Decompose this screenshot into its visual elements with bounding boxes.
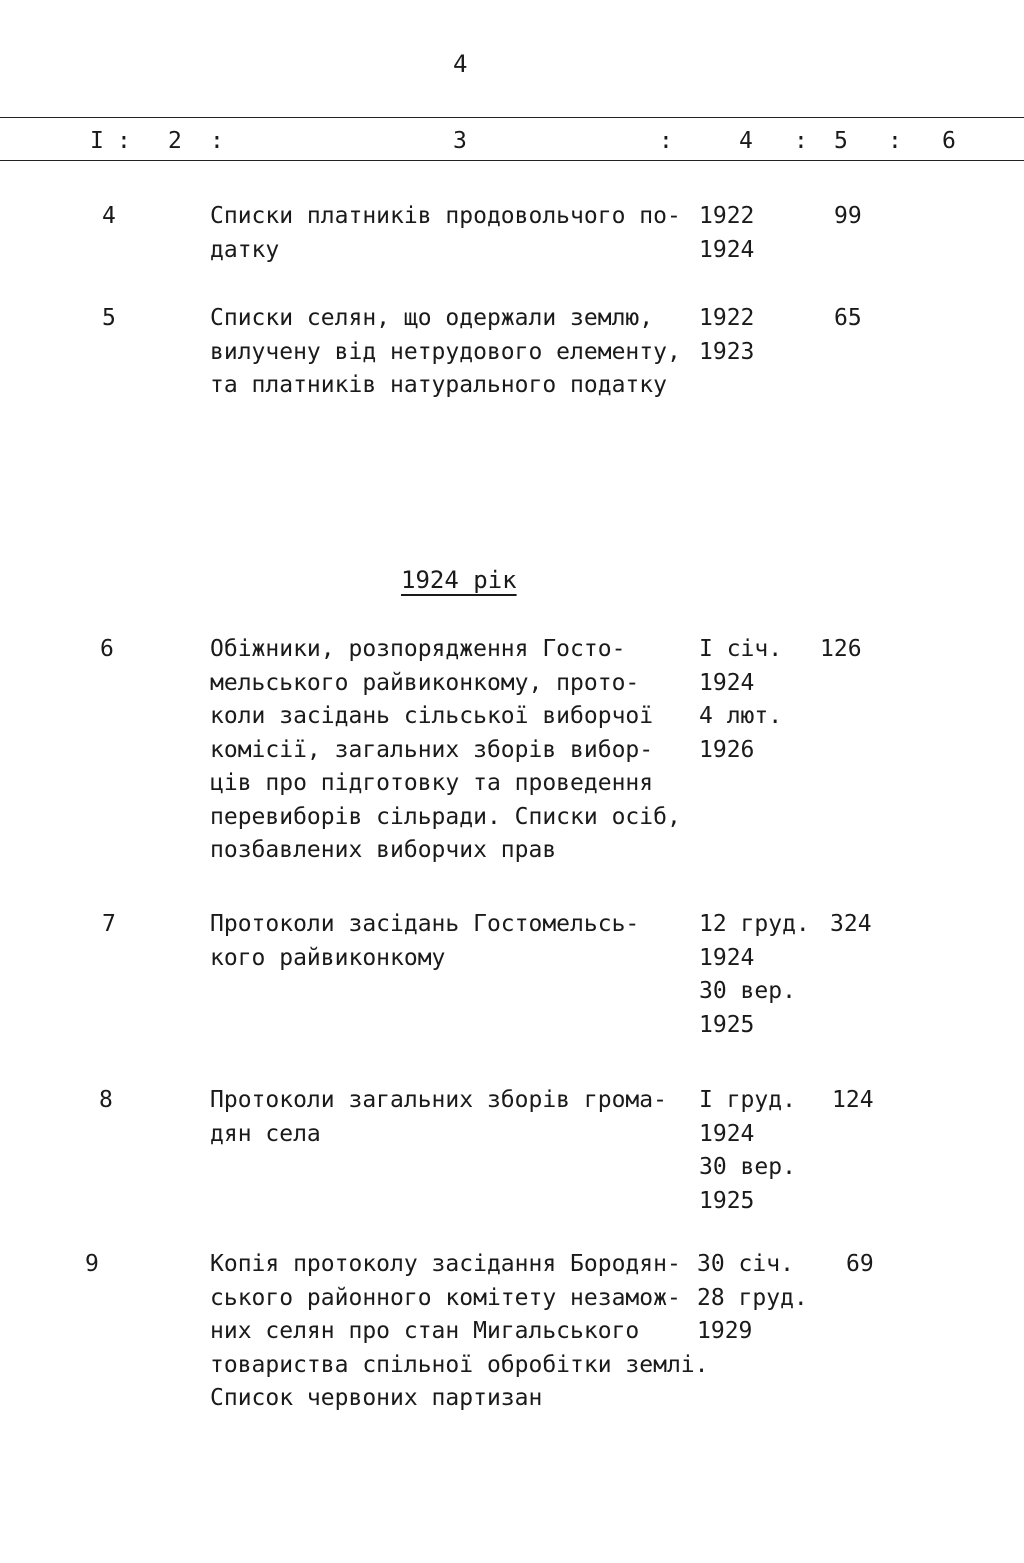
record-title-line: кого райвиконкому (210, 944, 446, 971)
record-date-line: 1924 (699, 669, 755, 696)
column-header-4: 4 (739, 128, 753, 154)
record-date-line: 1926 (699, 736, 755, 763)
record-dates (699, 908, 810, 1042)
record-date-line: 1924 (699, 944, 755, 971)
record-sheets: 324 (830, 911, 872, 937)
record-dates (697, 1248, 808, 1349)
record-title-line: Копія протоколу засідання Бородян- (210, 1251, 681, 1277)
record-title-line: Списки селян, що одержали землю, (210, 305, 654, 331)
record-title-line: Протоколи засідань Гостомельсь- (210, 911, 640, 937)
record-sheets: 65 (834, 305, 862, 331)
column-separator: : (659, 128, 673, 154)
record-number: 8 (99, 1087, 113, 1113)
record-title-line: ців про підготовку та проведення (210, 770, 654, 796)
record-title-line: дян села (210, 1120, 321, 1147)
record-date-line: 1924 (699, 236, 755, 263)
record-number: 6 (100, 636, 114, 662)
record-title (210, 633, 681, 868)
column-separator: : (210, 128, 224, 154)
record-date-line: 1925 (699, 1187, 755, 1214)
column-separator: : (888, 128, 902, 154)
record-title (210, 200, 681, 267)
column-header-1: I (90, 128, 104, 154)
record-title (210, 302, 681, 403)
record-title-line: датку (210, 236, 280, 263)
record-date-line: 4 лют. (699, 703, 783, 729)
record-date-line: 1924 (699, 1120, 755, 1147)
record-date-line: 28 груд. (697, 1284, 808, 1311)
record-number: 5 (102, 305, 116, 331)
record-number: 7 (102, 911, 116, 937)
column-separator: : (794, 128, 808, 154)
record-title-line: та платників натурального податку (210, 372, 667, 398)
record-number: 4 (102, 203, 116, 229)
record-sheets: 69 (846, 1251, 874, 1277)
record-date-line: 12 груд. (699, 911, 810, 937)
record-date-line: 30 вер. (699, 978, 796, 1004)
record-date-line: 30 січ. (697, 1251, 794, 1277)
record-sheets: 99 (834, 203, 862, 229)
record-title-line: перевиборів сільради. Списки осіб, (210, 803, 681, 830)
record-date-line: 1922 (699, 203, 755, 229)
record-dates (699, 200, 754, 267)
record-title-line: Обіжники, розпорядження Госто- (210, 636, 626, 662)
column-header-6: 6 (942, 128, 956, 154)
record-number: 9 (85, 1251, 99, 1277)
record-title-line: них селян про стан Мигальського (210, 1318, 640, 1344)
page-number: 4 (453, 50, 468, 78)
record-title-line: товариства спільної обробітки землі. (210, 1351, 709, 1378)
record-title-line: комісії, загальних зборів вибор- (210, 736, 654, 763)
record-title-line: Протоколи загальних зборів грома- (210, 1087, 667, 1113)
record-date-line: 30 вер. (699, 1154, 796, 1180)
record-title-line: ського районного комітету незамож- (210, 1284, 681, 1311)
column-separator: : (117, 128, 131, 154)
record-date-line: 1929 (697, 1318, 753, 1344)
record-date-line: 1922 (699, 305, 755, 331)
header-top-rule (0, 117, 1024, 118)
column-header-5: 5 (834, 128, 848, 154)
record-title (210, 1084, 667, 1151)
record-title (210, 908, 639, 975)
record-title-line: вилучену від нетрудового елементу, (210, 338, 681, 365)
record-title-line: мельського райвиконкому, прото- (210, 669, 640, 696)
record-date-line: 1923 (699, 338, 755, 365)
record-dates (699, 302, 754, 369)
column-header-3: 3 (453, 128, 467, 154)
section-title: 1924 рік (401, 566, 517, 594)
record-dates (699, 1084, 796, 1218)
record-date-line: 1925 (699, 1011, 755, 1038)
record-sheets: 126 (820, 636, 862, 662)
record-date-line: I січ. (699, 636, 783, 662)
record-title-line: Списки платників продовольчого по- (210, 203, 681, 229)
record-title-line: позбавлених виборчих прав (210, 837, 557, 863)
record-dates (699, 633, 782, 767)
record-date-line: I груд. (699, 1087, 796, 1113)
header-bottom-rule (0, 160, 1024, 161)
record-sheets: 124 (832, 1087, 874, 1113)
record-title (210, 1248, 709, 1416)
column-header-2: 2 (168, 128, 182, 154)
record-title-line: Список червоних партизан (210, 1385, 543, 1411)
record-title-line: коли засідань сільської виборчої (210, 703, 654, 729)
